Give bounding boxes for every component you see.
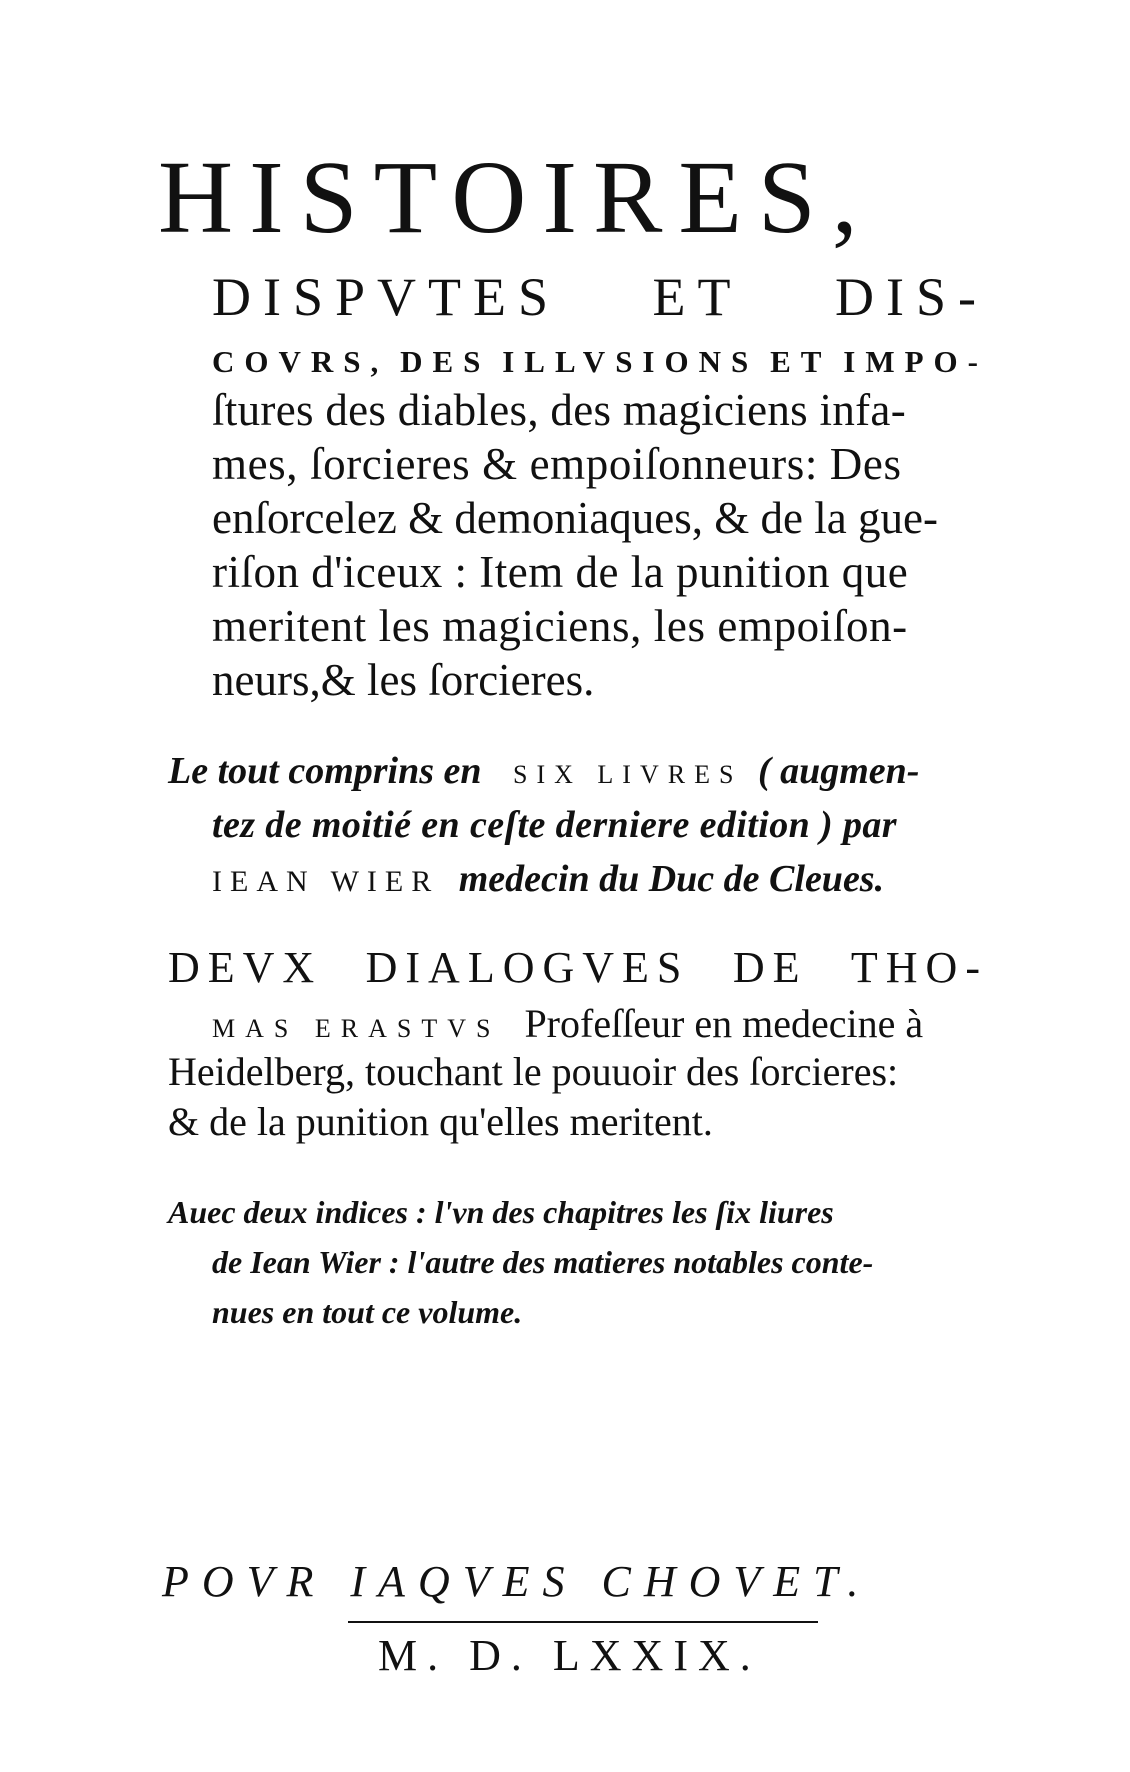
- wier-line-2: tez de moitié en ceſte derniere edition ) par: [212, 804, 897, 846]
- erastus-word: DEVX: [168, 943, 323, 992]
- erastus-word: DE: [732, 943, 808, 992]
- subtitle-line-3: [212, 346, 988, 377]
- erastus-line-2: [212, 1001, 924, 1046]
- author-name: MAS ERASTVS: [212, 1014, 501, 1043]
- indices-line: nues en tout ce volume.: [212, 1294, 523, 1330]
- subtitle-line-2: [212, 267, 988, 327]
- publication-year: M. D. LXXIX.: [378, 1631, 761, 1680]
- author-name: IEAN WIER: [212, 865, 440, 898]
- indices-line: de Iean Wier : l'autre des matieres notables conte-: [212, 1244, 874, 1280]
- erastus-word: THO-: [850, 943, 988, 992]
- wier-line-1: [168, 752, 988, 790]
- wier-text: ( augmen-: [757, 750, 920, 792]
- erastus-line-1: [168, 943, 988, 992]
- wier-line-3: [212, 860, 884, 898]
- wier-small-caps: SIX LIVRES: [513, 760, 743, 789]
- erastus-line-4: & de la punition qu'elles meritent.: [168, 1099, 713, 1144]
- subtitle-word: ET: [652, 267, 743, 327]
- wier-text: medecin du Duc de Cleues.: [458, 858, 885, 900]
- erastus-text: Profeſſeur en medecine à: [524, 1001, 924, 1046]
- main-title: HISTOIRES,: [158, 140, 874, 255]
- wier-text: Le tout comprins en: [168, 750, 482, 792]
- body-line: ſtures des diables, des magiciens infa-: [212, 385, 906, 435]
- body-line: neurs,& les ſorcieres.: [212, 655, 595, 705]
- subtitle-word: ILLVSIONS: [502, 344, 759, 379]
- body-line: enſorcelez & demoniaques, & de la gue-: [212, 493, 938, 543]
- subtitle-word: COVRS,: [212, 344, 389, 379]
- subtitle-word: DISPVTES: [212, 267, 561, 327]
- publisher: POVR IAQVES CHOVET.: [162, 1557, 872, 1606]
- body-line: mes, ſorcieres & empoiſonneurs: Des: [212, 439, 902, 489]
- erastus-word: DIALOGVES: [365, 943, 690, 992]
- body-line: riſon d'iceux : Item de la punition que: [212, 547, 909, 597]
- subtitle-word: IMPO-: [843, 344, 988, 379]
- imprint-rule: [348, 1621, 818, 1623]
- subtitle-word: ET: [770, 344, 832, 379]
- indices-line: Auec deux indices : l'vn des chapitres les ſix liures: [168, 1194, 834, 1230]
- erastus-line-3: Heidelberg, touchant le pouuoir des ſorcieres:: [168, 1049, 899, 1094]
- subtitle-word: DIS-: [835, 267, 988, 327]
- body-line: meritent les magiciens, les empoiſon-: [212, 601, 908, 651]
- subtitle-word: DES: [400, 344, 491, 379]
